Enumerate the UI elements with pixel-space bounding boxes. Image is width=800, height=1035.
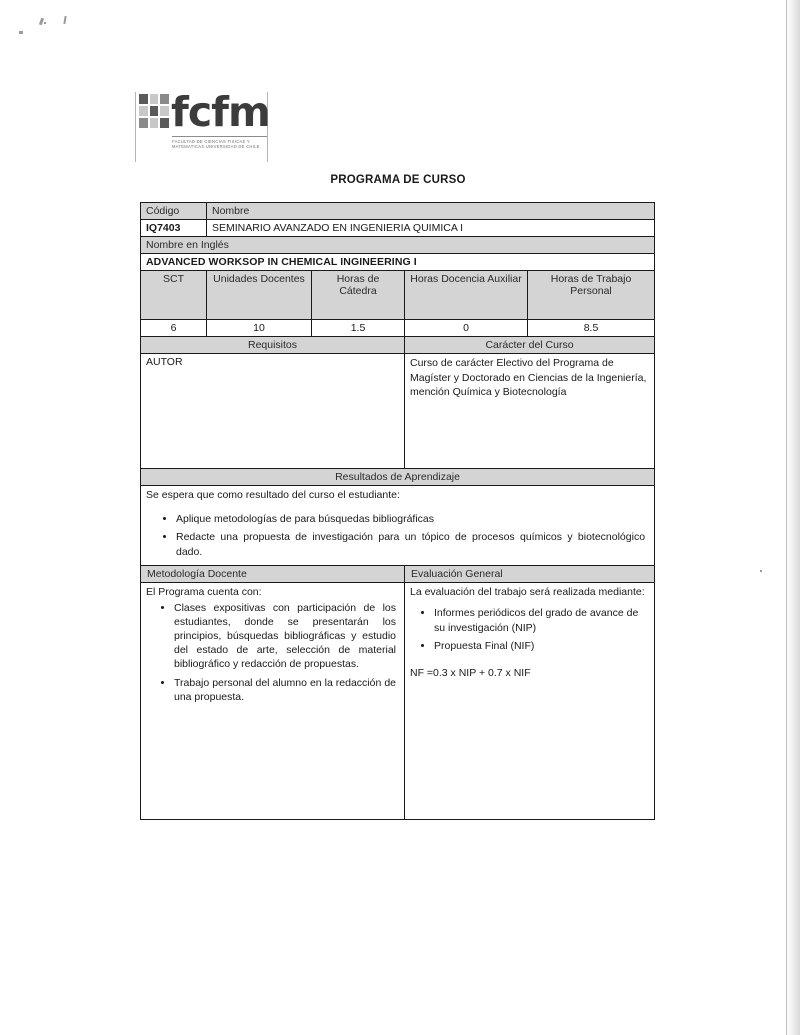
list-item: • Propuesta Final (NIF) [434,639,649,654]
table-row [141,337,655,354]
list-item: • Redacte una propuesta de investigación para un tópico de procesos químicos y biotecnológico dado. [176,530,649,560]
table-row [141,271,655,320]
metodologia-intro: El Programa cuenta con: [146,586,262,598]
course-program-table [140,202,655,820]
metodologia-content [141,583,405,820]
table-row [141,486,655,566]
logo-divider [172,136,267,137]
metodologia-list [146,601,399,704]
table-row [141,469,655,486]
page-scan-edge [786,0,800,1035]
label-metodologia-docente: Metodología Docente [141,566,405,583]
resultados-aprendizaje-content [141,486,655,566]
page-scan-edge-line [786,0,787,1035]
label-codigo: Código [141,203,207,220]
label-evaluacion-general: Evaluación General [405,566,655,583]
list-item: • Trabajo personal del alumno en la redacción de una propuesta. [174,676,399,704]
evaluacion-content [405,583,655,820]
list-item: • Informes periódicos del grado de avance de su investigación (NIP) [434,606,649,636]
institution-logo [139,88,270,162]
value-nombre: SEMINARIO AVANZADO EN INGENIERIA QUIMICA I [207,220,655,237]
list-item: • Aplique metodologías de para búsquedas bibliográficas [176,512,649,527]
scan-speck [760,570,762,572]
label-horas-trabajo-personal: Horas de Trabajo Personal [528,271,655,320]
value-requisitos: AUTOR [141,354,405,469]
value-horas-catedra: 1.5 [312,320,405,337]
logo-bracket-left [135,92,136,162]
page-title: PROGRAMA DE CURSO [330,174,466,186]
table-row [141,254,655,271]
label-horas-docencia-auxiliar: Horas Docencia Auxiliar [405,271,528,320]
scan-speck [44,22,46,24]
table-row [141,354,655,469]
value-nombre-ingles: ADVANCED WORKSOP IN CHEMICAL INGINEERING I [141,254,655,271]
value-horas-docencia-auxiliar: 0 [405,320,528,337]
resultados-list [146,512,649,560]
value-sct: 6 [141,320,207,337]
label-sct: SCT [141,271,207,320]
table-row [141,583,655,820]
table-row [141,203,655,220]
value-horas-trabajo-personal: 8.5 [528,320,655,337]
list-item: • Clases expositivas con participación de los estudiantes, donde se presentarán los principios, búsquedas bibliográficas y estudio del estado de arte, selección de material bibliográfico y redacción de propuestas. [174,601,399,671]
label-unidades-docentes: Unidades Docentes [207,271,312,320]
resultados-intro: Se espera que como resultado del curso el estudiante: [146,489,400,501]
logo-wordmark: fcfm [171,88,270,136]
label-nombre: Nombre [207,203,655,220]
evaluacion-list [410,606,649,654]
label-resultados-aprendizaje: Resultados de Aprendizaje [141,469,655,486]
value-unidades-docentes: 10 [207,320,312,337]
logo-grid-icon [139,94,169,128]
table-row [141,237,655,254]
value-codigo: IQ7403 [141,220,207,237]
label-requisitos: Requisitos [141,337,405,354]
table-row [141,320,655,337]
value-caracter-curso: Curso de carácter Electivo del Programa de Magíster y Doctorado en Ciencias de la Ingeniería, mención Química y Biotecnología [405,354,655,469]
scan-speck [63,16,66,24]
evaluacion-formula: NF =0.3 x NIP + 0.7 x NIF [410,667,531,679]
table-row [141,566,655,583]
table-row [141,220,655,237]
label-caracter-curso: Carácter del Curso [405,337,655,354]
logo-subtitle: FACULTAD DE CIENCIAS FISICAS Y MATEMATICAS UNIVERSIDAD DE CHILE [172,139,260,150]
label-nombre-ingles: Nombre en Inglés [141,237,655,254]
evaluacion-intro: La evaluación del trabajo será realizada mediante: [410,586,645,598]
label-horas-catedra: Horas de Cátedra [312,271,405,320]
scan-speck [19,31,23,34]
